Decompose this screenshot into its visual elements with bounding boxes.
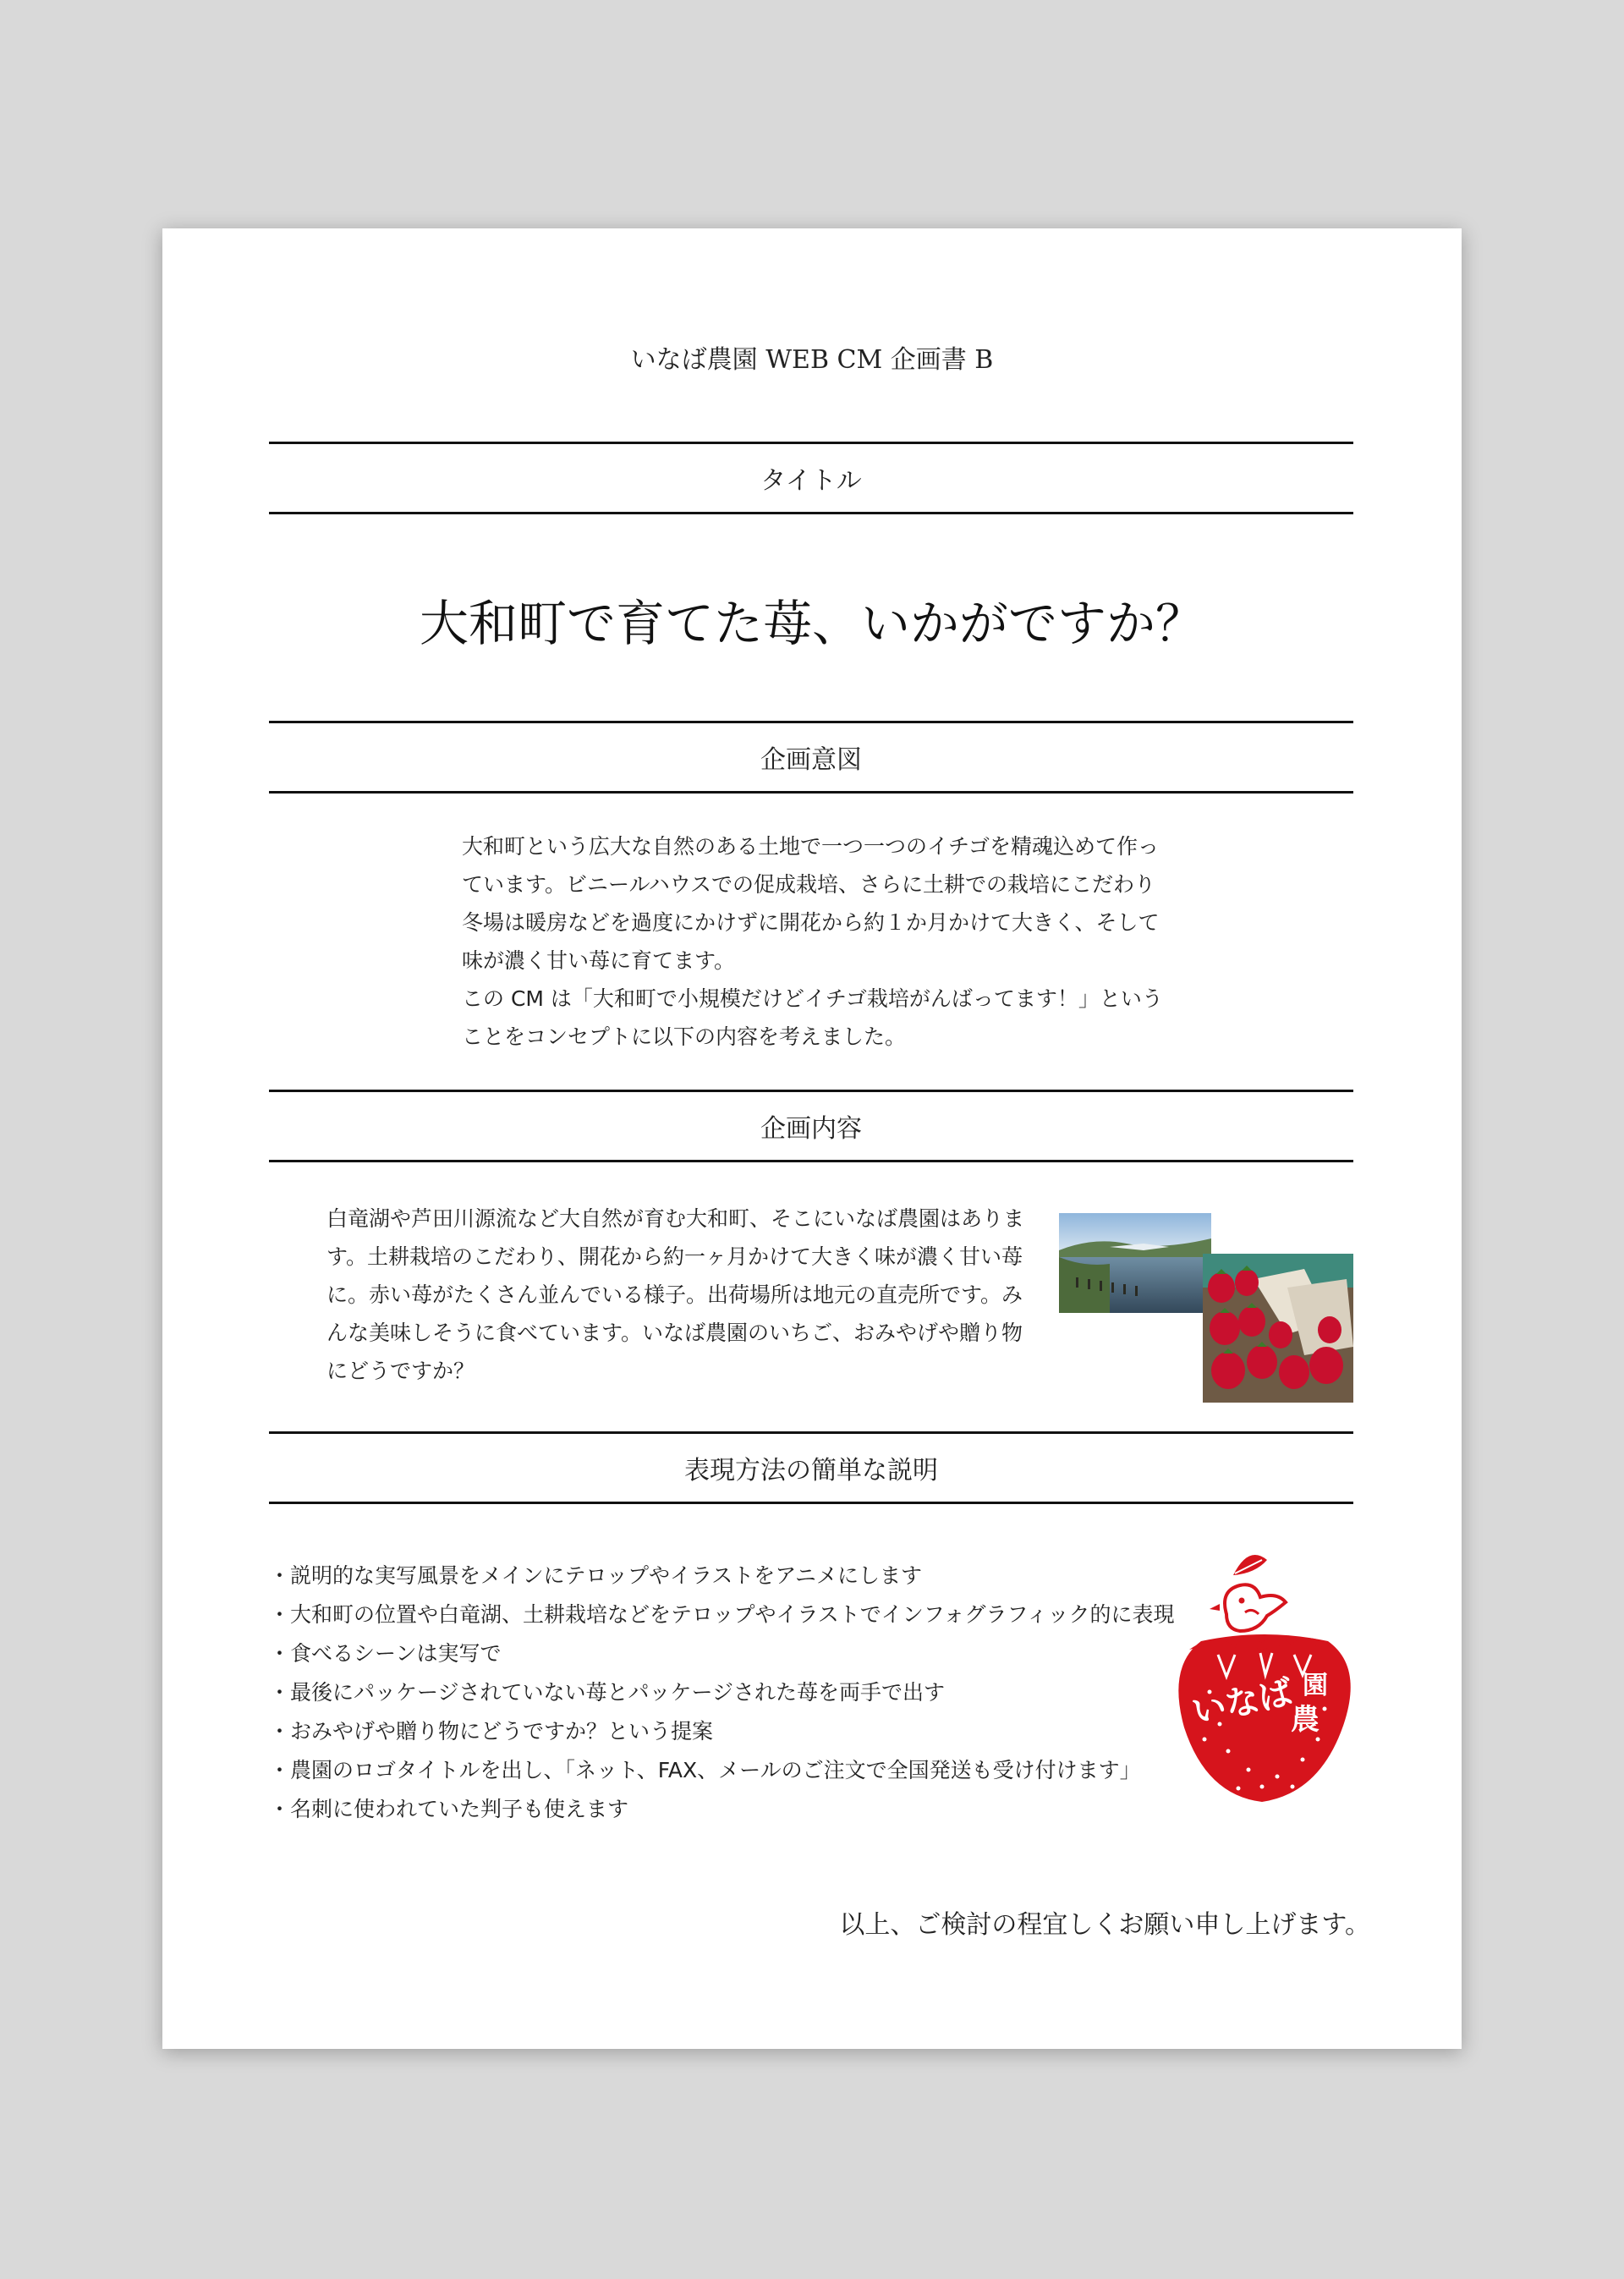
logo-text-main: いなば <box>1188 1672 1297 1733</box>
intent-line: ことをコンセプトに以下の内容を考えました。 <box>462 1024 907 1049</box>
list-item: ・名刺に使われていた判子も使えます <box>269 1797 629 1821</box>
intent-paragraph <box>462 827 1206 1056</box>
intent-line: 冬場は暖房などを過度にかけずに開花から約１か月かけて大きく、そして <box>462 910 1160 935</box>
method-section-heading: 表現方法の簡単な説明 <box>269 1431 1353 1504</box>
title-section-heading: タイトル <box>269 442 1353 514</box>
logo-text-en: 園 <box>1303 1671 1328 1700</box>
content-paragraph <box>326 1200 1029 1390</box>
intent-line: 大和町という広大な自然のある土地で一つ一つのイチゴを精魂込めて作っ <box>462 834 1160 859</box>
content-line: 白竜湖や芦田川源流など大自然が育む大和町、そこにいなば農園はありま <box>326 1206 1025 1231</box>
document-header: いなば農園 WEB CM 企画書 B <box>630 345 994 375</box>
method-list <box>269 1557 1175 1829</box>
list-item: ・大和町の位置や白竜湖、土耕栽培などをテロップやイラストでインフォグラフィック的に表現 <box>269 1602 1175 1627</box>
content-line: に。赤い苺がたくさん並んでいる様子。出荷場所は地元の直売所です。み <box>326 1282 1023 1307</box>
closing-remark: 以上、ご検討の程宜しくお願い申し上げます。 <box>839 1910 1370 1940</box>
inaba-strawberry-logo <box>1167 1548 1362 1810</box>
main-title: 大和町で育てた苺、いかがですか？ <box>419 595 1204 652</box>
list-item: ・農園のロゴタイトルを出し、「ネット、FAX、メールのご注文で全国発送も受け付けます」 <box>269 1758 1141 1782</box>
intent-line: ています。ビニールハウスでの促成栽培、さらに土耕での栽培にこだわり <box>462 872 1156 897</box>
logo-text-nou: 農 <box>1291 1703 1320 1737</box>
list-item: ・食べるシーンは実写で <box>269 1641 502 1666</box>
list-item: ・最後にパッケージされていない苺とパッケージされた苺を両手で出す <box>269 1680 946 1705</box>
intent-section-heading: 企画意図 <box>269 721 1353 794</box>
content-line: す。土耕栽培のこだわり、開花から約一ヶ月かけて大きく味が濃く甘い苺 <box>326 1244 1023 1269</box>
document-page <box>162 228 1462 2049</box>
strawberry-photo <box>1203 1254 1353 1403</box>
intent-line: 味が濃く甘い苺に育てます。 <box>462 948 736 973</box>
list-item: ・おみやげや贈り物にどうですか？という提案 <box>269 1719 714 1744</box>
list-item: ・説明的な実写風景をメインにテロップやイラストをアニメにします <box>269 1563 923 1588</box>
content-line: にどうですか？ <box>326 1359 475 1383</box>
content-line: んな美味しそうに食べています。いなば農園のいちご、おみやげや贈り物 <box>326 1321 1023 1345</box>
content-section-heading: 企画内容 <box>269 1090 1353 1162</box>
intent-line: この CM は「大和町で小規模だけどイチゴ栽培がんばってます！」という <box>462 986 1163 1011</box>
lake-photo <box>1059 1213 1211 1313</box>
